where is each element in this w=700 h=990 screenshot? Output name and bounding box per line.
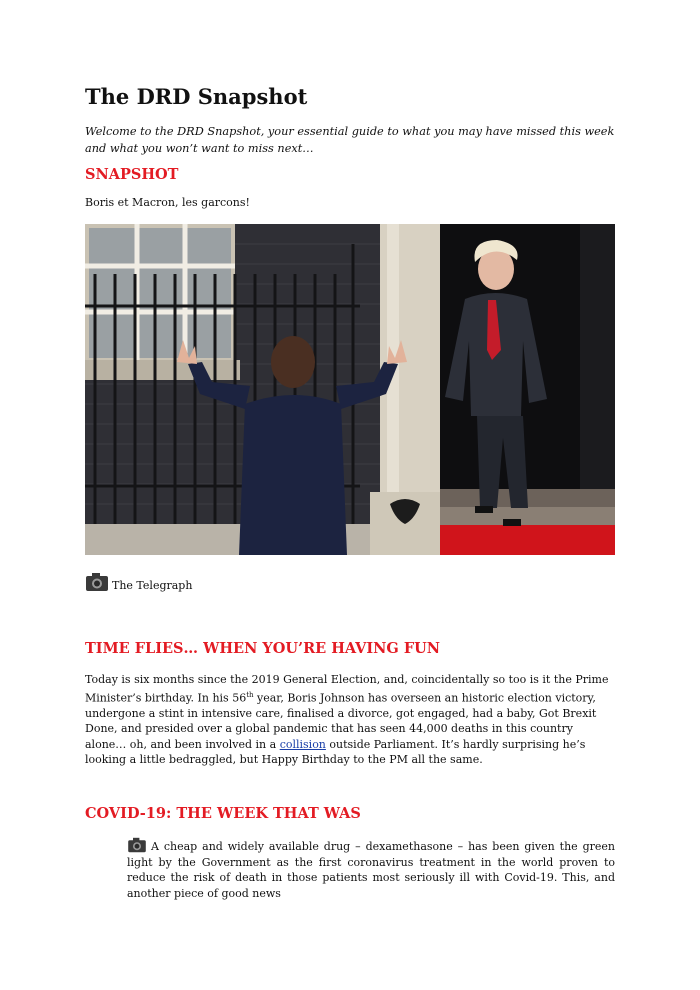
time-flies-text-1: Today is six months since the 2019 General Election, and, coincidentally so too is it the Prime Minister’s birthday. In his 56 [85, 673, 609, 705]
newsletter-title: The DRD Snapshot [85, 84, 308, 109]
snapshot-caption: Boris et Macron, les garcons! [85, 196, 250, 209]
covid-text: A cheap and widely available drug – dexamethasone – has been given the green light by the Government as the first coronavirus treatment in the world proven to reduce the risk of death in those patients most seriously ill with Covid-19. This, and another piece of good news [127, 840, 615, 900]
time-flies-text-2: year, Boris Johnson has overseen an historic election victory, undergone a stint in intensive care, finalised a divorce, got engaged, had a baby, Got Brexit Done, and presided over a global pandemic that has seen 44,000 deaths in this country alone… oh, and been involved in a [85, 691, 597, 751]
ordinal-suffix: th [246, 690, 254, 699]
camera-icon [85, 572, 109, 592]
camera-icon [127, 837, 147, 853]
newsletter-intro: Welcome to the DRD Snapshot, your essential guide to what you may have missed this week and what you won’t want to miss next… [85, 125, 615, 155]
time-flies-text-3: outside Parliament. It’s hardly surprising he’s looking a little bedraggled, but Happy Birthday to the PM all the same. [85, 737, 586, 767]
time-flies-heading: TIME FLIES… WHEN YOU’RE HAVING FUN [85, 640, 441, 657]
photo-credit-text: The Telegraph [112, 579, 193, 592]
time-flies-body [85, 672, 615, 768]
collision-link[interactable]: collision [279, 737, 326, 751]
snapshot-heading: SNAPSHOT [85, 166, 179, 183]
covid-heading: COVID-19: THE WEEK THAT WAS [85, 805, 361, 822]
covid-body [127, 837, 615, 901]
photo-credit [85, 572, 192, 592]
snapshot-photo [85, 224, 615, 555]
